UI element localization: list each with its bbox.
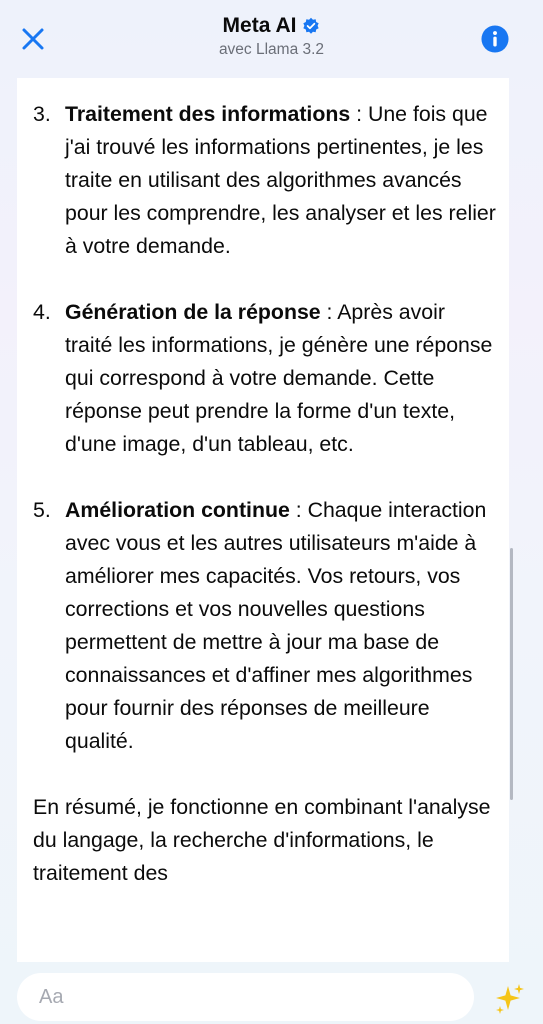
list-heading: Amélioration continue xyxy=(65,498,290,522)
list-heading: Traitement des informations xyxy=(65,102,351,126)
message-text xyxy=(33,98,498,890)
summary-paragraph: En résumé, je fonctionne en combinant l'analyse du langage, la recherche d'informations, le traitement des xyxy=(33,795,491,885)
list-item xyxy=(33,98,498,263)
imagine-button[interactable] xyxy=(490,980,528,1018)
info-icon xyxy=(481,24,509,54)
chat-title-block[interactable] xyxy=(0,14,543,59)
list-item xyxy=(33,296,498,461)
info-button[interactable] xyxy=(481,25,509,53)
ai-message-bubble xyxy=(17,78,509,962)
chat-title: Meta AI xyxy=(222,14,297,37)
sparkle-icon xyxy=(492,982,526,1016)
list-item xyxy=(33,494,498,758)
chat-header xyxy=(0,0,543,78)
list-text: : Après avoir traité les informations, je génère une réponse qui correspond à votre demande. Cette réponse peut prendre la forme d'un texte, d'une image, d'un tableau, etc. xyxy=(65,300,493,456)
message-composer[interactable] xyxy=(17,973,474,1021)
list-heading: Génération de la réponse xyxy=(65,300,321,324)
list-text: : Une fois que j'ai trouvé les informations pertinentes, je les traite en utilisant des algorithmes avancés pour les comprendre, les analyser et les relier à votre demande. xyxy=(65,102,496,258)
scrollbar[interactable] xyxy=(510,548,513,800)
list-number: 3. xyxy=(33,102,51,126)
list-number: 4. xyxy=(33,300,51,324)
message-input[interactable] xyxy=(37,985,441,1010)
chat-subtitle: avec Llama 3.2 xyxy=(218,41,325,58)
verified-badge-icon xyxy=(302,17,320,35)
list-text: : Chaque interaction avec vous et les autres utilisateurs m'aide à améliorer mes capacités. Vos retours, vos corrections et vos nouvelles questions permettent de mettre à jour ma base de connaissances et d'affiner mes algorithmes pour fournir des réponses de meilleure qualité. xyxy=(65,498,487,753)
list-number: 5. xyxy=(33,498,51,522)
